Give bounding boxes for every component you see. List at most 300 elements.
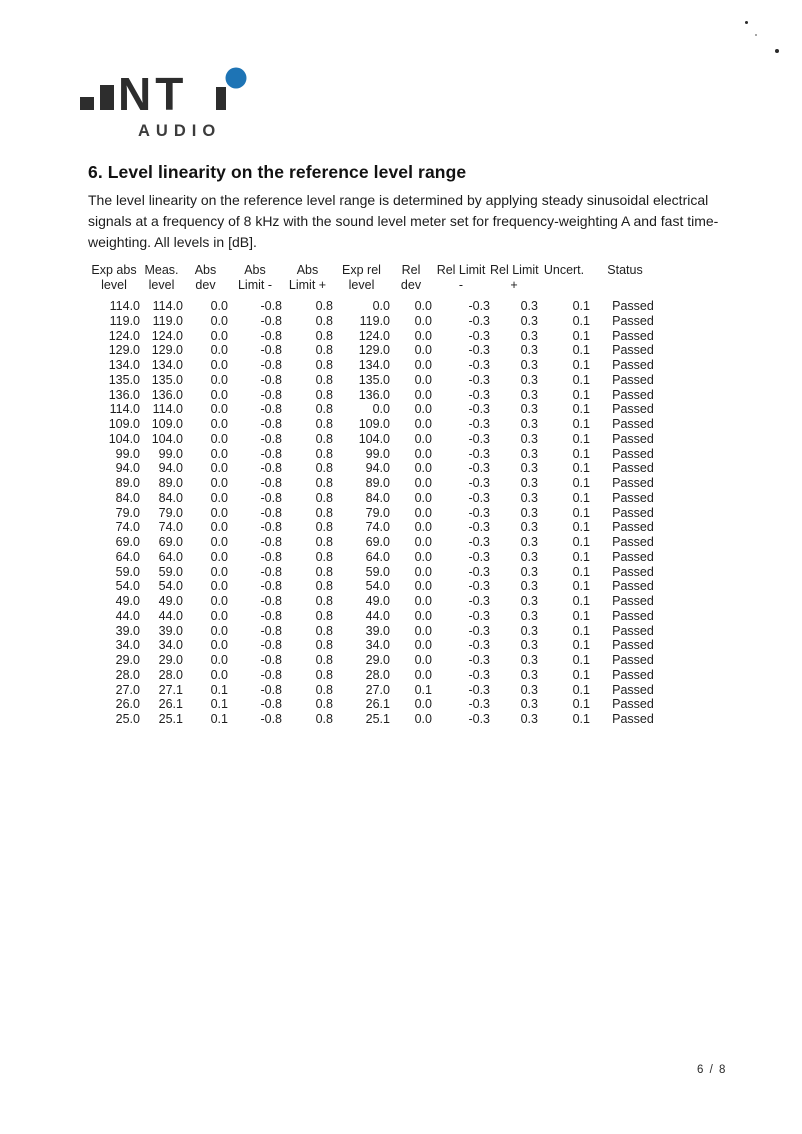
table-cell: -0.3	[468, 712, 490, 726]
table-cell: 0.0	[210, 535, 228, 549]
table-cell: -0.3	[468, 417, 490, 431]
table-cell: -0.3	[468, 682, 490, 697]
table-cell: 0.0	[210, 328, 228, 343]
table-cell: 26.1	[365, 697, 390, 712]
table-cell: 0.0	[210, 313, 228, 328]
table-cell: Passed	[612, 505, 654, 520]
table-cell: 0.1	[572, 402, 590, 417]
table-cell: -0.8	[260, 490, 282, 505]
table-cell: 0.8	[315, 313, 333, 328]
table-cell: 0.0	[210, 387, 228, 402]
table-cell: Passed	[612, 623, 654, 638]
table-cell: 119.0	[359, 313, 390, 328]
column-header: Meas. level	[144, 263, 179, 292]
table-cell: 114.0	[109, 299, 140, 313]
table-cell: 99.0	[158, 446, 183, 461]
table-cell: 129.0	[151, 343, 183, 358]
table-cell: 0.1	[572, 476, 590, 490]
table-cell: 0.8	[315, 594, 333, 608]
table-cell: 34.0	[115, 638, 140, 653]
table-cell: 0.0	[210, 608, 228, 623]
table-row	[88, 624, 660, 639]
table-cell: 0.1	[572, 431, 590, 446]
logo-letters: NT	[118, 68, 188, 120]
table-cell: 0.1	[572, 579, 590, 594]
table-row	[88, 476, 660, 491]
table-cell: 54.0	[158, 579, 183, 594]
table-header-row	[88, 263, 660, 299]
table-cell: Passed	[612, 682, 654, 697]
table-cell: 0.8	[315, 564, 333, 579]
table-cell: 27.0	[365, 682, 390, 697]
table-row	[88, 579, 660, 594]
table-cell: 124.0	[108, 328, 140, 343]
table-cell: 0.0	[414, 594, 432, 608]
table-cell: -0.3	[468, 476, 490, 490]
table-cell: 29.0	[158, 653, 183, 667]
table-cell: -0.3	[468, 623, 490, 638]
table-cell: 0.0	[210, 490, 228, 505]
table-cell: 0.1	[572, 299, 590, 313]
table-cell: Passed	[612, 535, 654, 549]
logo-i-stem	[216, 87, 226, 110]
table-cell: 0.0	[414, 328, 432, 343]
table-cell: 0.3	[520, 490, 538, 505]
table-cell: -0.8	[260, 343, 282, 358]
table-cell: 0.3	[520, 535, 538, 549]
table-cell: 0.0	[210, 358, 228, 372]
table-cell: 0.8	[315, 372, 333, 387]
table-cell: 0.3	[520, 697, 538, 712]
table-cell: -0.3	[468, 564, 490, 579]
table-cell: 0.3	[520, 579, 538, 594]
table-cell: Passed	[612, 417, 654, 431]
table-cell: Passed	[612, 402, 654, 417]
table-cell: -0.3	[468, 608, 490, 623]
table-cell: Passed	[612, 313, 654, 328]
table-row	[88, 329, 660, 344]
column-header: Exp abs level	[91, 263, 137, 292]
table-cell: 0.0	[414, 535, 432, 549]
table-cell: 109.0	[151, 417, 183, 431]
table-cell: 114.0	[109, 402, 140, 417]
table-cell: 0.1	[572, 697, 590, 712]
table-cell: 0.0	[210, 461, 228, 476]
table-cell: 0.1	[572, 623, 590, 638]
table-cell: 0.0	[414, 431, 432, 446]
table-cell: 0.3	[520, 358, 538, 372]
table-cell: 0.8	[315, 461, 333, 476]
table-cell: 29.0	[115, 653, 140, 667]
table-cell: 119.0	[109, 313, 140, 328]
table-cell: 74.0	[158, 520, 183, 535]
nti-audio-logo	[78, 66, 258, 142]
table-cell: 0.1	[414, 682, 432, 697]
table-cell: 0.3	[520, 564, 538, 579]
table-cell: 0.1	[572, 446, 590, 461]
table-row	[88, 491, 660, 506]
table-cell: 129.0	[358, 343, 390, 358]
table-cell: 0.3	[520, 313, 538, 328]
table-cell: -0.3	[468, 579, 490, 594]
table-cell: 136.0	[151, 387, 183, 402]
table-cell: 89.0	[158, 476, 183, 490]
scan-speck	[755, 34, 757, 36]
table-cell: 0.8	[315, 343, 333, 358]
table-cell: -0.3	[468, 446, 490, 461]
table-cell: 0.0	[210, 343, 228, 358]
table-cell: -0.3	[468, 343, 490, 358]
table-cell: 99.0	[115, 446, 140, 461]
table-row	[88, 388, 660, 403]
table-cell: 39.0	[158, 623, 183, 638]
table-cell: 84.0	[115, 490, 140, 505]
table-cell: -0.8	[260, 431, 282, 446]
table-cell: 0.0	[414, 313, 432, 328]
table-cell: 54.0	[365, 579, 390, 594]
table-cell: 0.8	[315, 505, 333, 520]
table-cell: 0.3	[520, 431, 538, 446]
table-cell: 0.0	[210, 446, 228, 461]
table-cell: 0.1	[572, 313, 590, 328]
table-cell: 0.0	[210, 623, 228, 638]
table-cell: 0.0	[210, 549, 228, 564]
table-cell: 0.0	[414, 697, 432, 712]
table-cell: 49.0	[365, 594, 390, 608]
table-cell: 84.0	[158, 490, 183, 505]
table-cell: 94.0	[365, 461, 390, 476]
table-cell: 0.1	[572, 667, 590, 682]
table-cell: 0.8	[315, 358, 333, 372]
table-cell: Passed	[612, 431, 654, 446]
table-cell: 0.1	[572, 328, 590, 343]
table-cell: 0.3	[520, 623, 538, 638]
table-cell: -0.8	[260, 476, 282, 490]
table-cell: -0.3	[468, 358, 490, 372]
table-cell: 0.8	[315, 653, 333, 667]
table-cell: 135.0	[358, 372, 390, 387]
table-cell: 0.8	[315, 402, 333, 417]
table-cell: 0.0	[414, 608, 432, 623]
table-cell: 0.8	[315, 697, 333, 712]
table-cell: 44.0	[158, 608, 183, 623]
table-cell: 34.0	[158, 638, 183, 653]
table-row	[88, 417, 660, 432]
table-row	[88, 432, 660, 447]
table-cell: -0.3	[468, 431, 490, 446]
table-cell: 79.0	[115, 505, 140, 520]
column-header: Rel Limit -	[436, 263, 486, 292]
table-cell: 0.1	[572, 343, 590, 358]
logo-bar-small	[80, 97, 94, 110]
table-cell: 0.0	[372, 402, 390, 417]
table-cell: 44.0	[115, 608, 140, 623]
table-cell: 109.0	[108, 417, 140, 431]
table-cell: 25.0	[115, 712, 140, 726]
table-cell: 0.8	[315, 549, 333, 564]
table-cell: 0.8	[315, 623, 333, 638]
table-cell: 0.0	[372, 299, 390, 313]
section-heading: 6. Level linearity on the reference level range	[88, 162, 467, 182]
linearity-table	[88, 263, 660, 727]
table-cell: 124.0	[358, 328, 390, 343]
table-cell: 135.0	[151, 372, 183, 387]
table-cell: 0.8	[315, 417, 333, 431]
logo-i-dot	[226, 68, 247, 89]
table-cell: 134.0	[151, 358, 183, 372]
table-cell: 0.8	[315, 328, 333, 343]
table-cell: Passed	[612, 579, 654, 594]
table-cell: 0.1	[572, 387, 590, 402]
table-cell: Passed	[612, 697, 654, 712]
table-cell: -0.8	[260, 682, 282, 697]
table-cell: -0.8	[260, 564, 282, 579]
section-level-linearity	[88, 161, 736, 252]
table-cell: Passed	[612, 343, 654, 358]
table-cell: 74.0	[365, 520, 390, 535]
table-cell: 25.1	[365, 712, 390, 726]
table-cell: 0.0	[210, 372, 228, 387]
table-cell: 49.0	[115, 594, 140, 608]
table-cell: 0.0	[414, 343, 432, 358]
table-cell: 0.0	[210, 579, 228, 594]
table-cell: Passed	[612, 638, 654, 653]
table-cell: 79.0	[158, 505, 183, 520]
column-header: Status	[607, 263, 643, 277]
table-cell: 29.0	[365, 653, 390, 667]
table-row	[88, 550, 660, 565]
table-cell: -0.3	[468, 653, 490, 667]
table-cell: 0.0	[210, 299, 228, 313]
table-cell: 0.3	[520, 299, 538, 313]
table-cell: -0.8	[260, 461, 282, 476]
table-cell: 28.0	[365, 667, 390, 682]
table-cell: 94.0	[158, 461, 183, 476]
table-cell: -0.3	[468, 299, 490, 313]
table-cell: 0.1	[210, 697, 228, 712]
column-header: Exp rel level	[342, 263, 381, 292]
table-cell: 0.0	[414, 490, 432, 505]
table-cell: 0.0	[210, 638, 228, 653]
table-cell: 59.0	[115, 564, 140, 579]
table-cell: 64.0	[365, 549, 390, 564]
table-cell: 0.3	[520, 594, 538, 608]
table-cell: 64.0	[115, 549, 140, 564]
section-body: The level linearity on the reference level range is determined by applying steady sinusoidal electrical signals at a frequency of 8 kHz with the sound level meter set for frequency-weighting A and fast time-weighting. All levels in [dB].	[88, 192, 719, 250]
table-cell: Passed	[612, 446, 654, 461]
table-cell: 104.0	[358, 431, 390, 446]
table-row	[88, 461, 660, 476]
table-row	[88, 535, 660, 550]
table-cell: 0.0	[414, 623, 432, 638]
table-cell: -0.8	[260, 623, 282, 638]
table-cell: 0.1	[572, 653, 590, 667]
table-row	[88, 520, 660, 535]
table-cell: 0.8	[315, 608, 333, 623]
table-cell: 25.1	[158, 712, 183, 726]
table-cell: 94.0	[115, 461, 140, 476]
table-cell: 0.0	[414, 299, 432, 313]
table-cell: -0.8	[260, 446, 282, 461]
table-row	[88, 447, 660, 462]
table-row	[88, 506, 660, 521]
scan-speck	[775, 49, 779, 53]
table-cell: 0.3	[520, 505, 538, 520]
column-header: Abs Limit +	[288, 263, 327, 292]
table-cell: Passed	[612, 520, 654, 535]
table-cell: -0.8	[260, 608, 282, 623]
table-cell: -0.3	[468, 328, 490, 343]
table-cell: 0.3	[520, 476, 538, 490]
table-cell: 0.1	[572, 608, 590, 623]
table-cell: 84.0	[365, 490, 390, 505]
table-cell: 0.8	[315, 535, 333, 549]
table-cell: 0.0	[414, 476, 432, 490]
table-cell: -0.8	[260, 417, 282, 431]
table-cell: -0.3	[468, 313, 490, 328]
table-cell: 135.0	[108, 372, 140, 387]
table-cell: -0.8	[260, 328, 282, 343]
table-cell: 0.1	[572, 535, 590, 549]
table-cell: 69.0	[115, 535, 140, 549]
table-cell: 0.0	[414, 505, 432, 520]
column-header: Rel dev	[400, 263, 422, 292]
table-cell: 0.1	[572, 549, 590, 564]
table-cell: -0.3	[468, 667, 490, 682]
table-cell: Passed	[612, 653, 654, 667]
table-cell: 28.0	[115, 667, 140, 682]
table-cell: -0.3	[468, 402, 490, 417]
table-cell: 136.0	[358, 387, 390, 402]
table-cell: 0.0	[210, 594, 228, 608]
table-cell: Passed	[612, 712, 654, 726]
table-cell: 136.0	[108, 387, 140, 402]
table-cell: -0.8	[260, 387, 282, 402]
table-cell: 0.8	[315, 490, 333, 505]
table-cell: Passed	[612, 608, 654, 623]
table-cell: -0.3	[468, 638, 490, 653]
table-cell: 0.3	[520, 387, 538, 402]
table-cell: 89.0	[365, 476, 390, 490]
table-cell: 109.0	[358, 417, 390, 431]
table-cell: 0.0	[414, 402, 432, 417]
table-cell: 0.8	[315, 446, 333, 461]
table-cell: 44.0	[365, 608, 390, 623]
table-row	[88, 668, 660, 683]
table-cell: 0.0	[414, 549, 432, 564]
table-cell: 0.8	[315, 476, 333, 490]
table-cell: -0.8	[260, 549, 282, 564]
table-cell: -0.8	[260, 712, 282, 726]
table-cell: 99.0	[365, 446, 390, 461]
table-cell: 0.3	[520, 461, 538, 476]
table-cell: 0.3	[520, 417, 538, 431]
table-cell: 0.1	[572, 638, 590, 653]
table-cell: 0.3	[520, 667, 538, 682]
table-cell: Passed	[612, 299, 654, 313]
table-cell: 0.0	[414, 712, 432, 726]
table-cell: 26.1	[158, 697, 183, 712]
table-cell: 0.3	[520, 520, 538, 535]
table-cell: 0.0	[414, 579, 432, 594]
table-cell: 0.0	[414, 667, 432, 682]
table-cell: 0.1	[572, 461, 590, 476]
column-header: Abs Limit -	[237, 263, 273, 292]
table-cell: 0.0	[414, 653, 432, 667]
table-row	[88, 697, 660, 712]
table-cell: 0.0	[414, 446, 432, 461]
table-cell: 0.0	[210, 417, 228, 431]
table-cell: 0.3	[520, 653, 538, 667]
table-cell: 0.0	[210, 402, 228, 417]
table-cell: 0.0	[414, 387, 432, 402]
table-cell: 0.1	[572, 372, 590, 387]
table-cell: 0.3	[520, 343, 538, 358]
table-cell: 0.0	[210, 476, 228, 490]
table-cell: 0.8	[315, 520, 333, 535]
table-cell: Passed	[612, 594, 654, 608]
table-cell: 104.0	[108, 431, 140, 446]
table-cell: -0.8	[260, 402, 282, 417]
page-number: 6 / 8	[697, 1064, 727, 1076]
table-cell: 0.0	[210, 505, 228, 520]
table-cell: Passed	[612, 372, 654, 387]
table-cell: 28.0	[158, 667, 183, 682]
table-cell: 0.1	[210, 712, 228, 726]
table-cell: -0.8	[260, 697, 282, 712]
table-cell: -0.8	[260, 535, 282, 549]
table-cell: 79.0	[365, 505, 390, 520]
table-cell: -0.3	[468, 461, 490, 476]
table-row	[88, 358, 660, 373]
table-cell: -0.8	[260, 313, 282, 328]
table-cell: 0.0	[210, 564, 228, 579]
table-cell: 0.0	[414, 564, 432, 579]
table-row	[88, 299, 660, 314]
table-cell: -0.3	[468, 505, 490, 520]
table-cell: -0.3	[468, 549, 490, 564]
logo-bar-tall	[100, 85, 114, 110]
scan-speck	[745, 21, 748, 24]
column-header: Abs dev	[194, 263, 217, 292]
table-cell: -0.3	[468, 535, 490, 549]
table-row	[88, 653, 660, 668]
table-cell: 0.1	[572, 520, 590, 535]
table-cell: 69.0	[158, 535, 183, 549]
table-cell: -0.8	[260, 372, 282, 387]
table-cell: 0.0	[414, 358, 432, 372]
table-cell: 0.3	[520, 446, 538, 461]
table-cell: 49.0	[158, 594, 183, 608]
table-cell: 0.0	[210, 520, 228, 535]
table-cell: 64.0	[158, 549, 183, 564]
table-cell: 119.0	[152, 313, 183, 328]
table-cell: -0.3	[468, 520, 490, 535]
table-cell: 54.0	[115, 579, 140, 594]
table-cell: 0.0	[414, 417, 432, 431]
table-cell: 0.8	[315, 431, 333, 446]
table-cell: 0.0	[210, 667, 228, 682]
table-cell: 0.1	[572, 490, 590, 505]
table-cell: 0.1	[572, 358, 590, 372]
logo-wordmark: AUDIO	[138, 122, 222, 140]
table-cell: 0.8	[315, 682, 333, 697]
table-cell: -0.3	[468, 697, 490, 712]
table-cell: 114.0	[152, 299, 183, 313]
table-cell: -0.8	[260, 638, 282, 653]
table-cell: -0.8	[260, 520, 282, 535]
table-cell: -0.8	[260, 579, 282, 594]
